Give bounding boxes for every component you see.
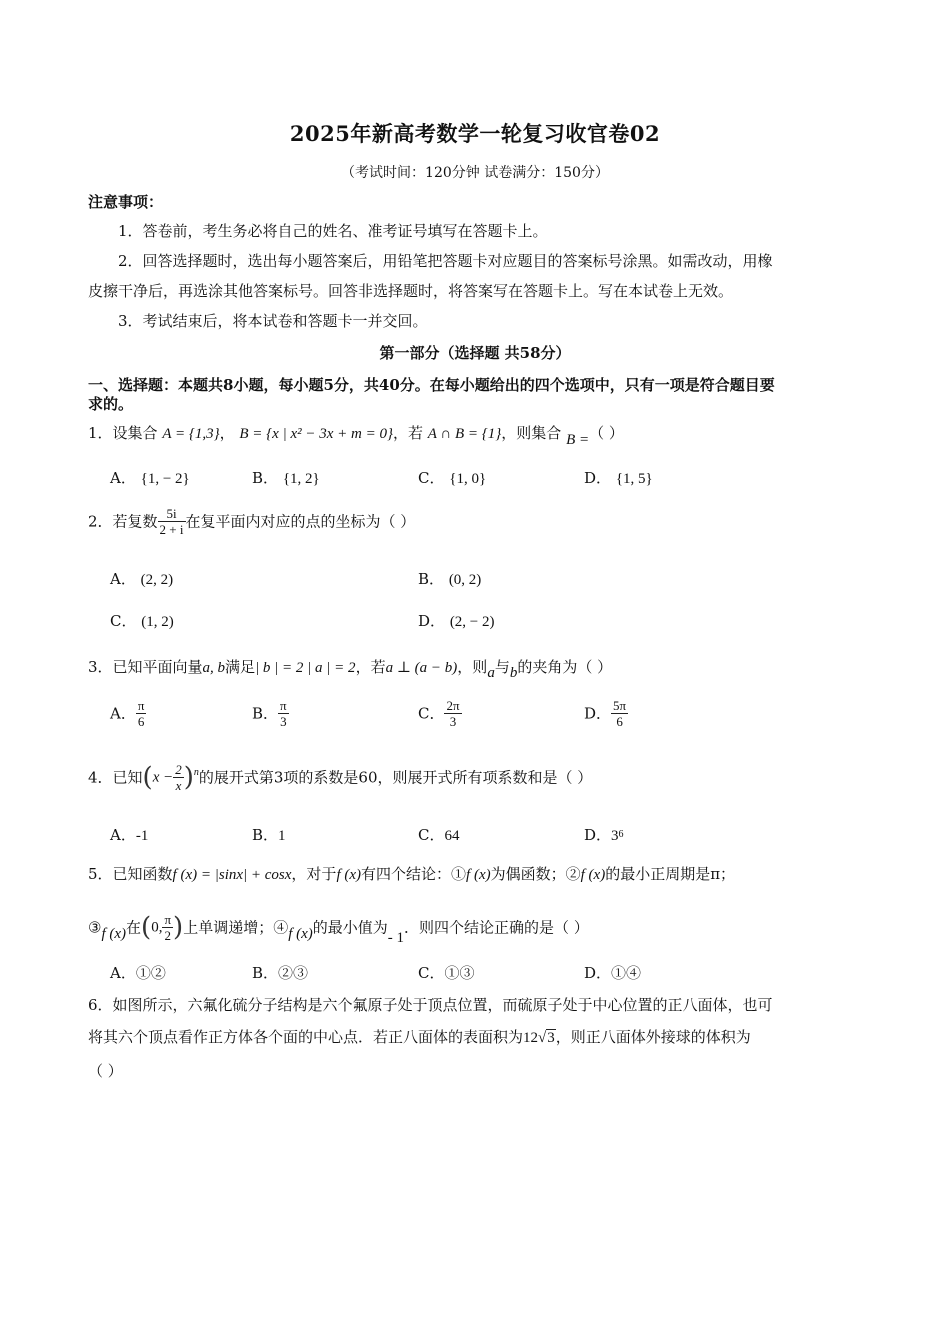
section-instructions-line-1: 一、选择题：本题共8小题，每小题5分，共40分。在每小题给出的四个选项中，只有一项是符合题目要 [88,376,775,394]
question-3: 3．已知平面向量a, b满足| b | = 2 | a | = 2，若a ⊥ (a − b)，则a与b的夹角为（ ） [88,658,613,681]
q4-option-a[interactable]: A．-1 [110,826,149,844]
q3-option-d[interactable]: D． $\frac{5\pi}{6}$ [584,698,627,729]
notice-item-2-line-1: 2．回答选择题时，选出每小题答案后，用铅笔把答题卡对应题目的答案标号涂黑。如需改动，用橡 [118,252,773,270]
q1-option-b[interactable]: B． {1, 2} [252,469,320,487]
exam-subtitle: （考试时间：120分钟 试卷满分：150分） [341,165,609,181]
q2-label: 2．若复数 [88,512,158,531]
q1-option-d[interactable]: D． {1, 5} [584,469,653,487]
section-instructions-line-2: 求的。 [88,395,134,413]
q3-condition-math: | b | = 2 | a | = 2 [255,660,356,676]
q1-condition-text: ，若 [392,424,423,442]
notice-item-2-line-2: 皮擦干净后，再选涂其他答案标号。回答非选择题时，将答案写在答题卡上。写在本试卷上无效。 [88,282,734,300]
q2-option-b[interactable]: B． (0, 2) [418,570,482,588]
q1-paren: （ ） [589,424,624,442]
q3-vars: a, b [202,660,226,676]
q2-option-a[interactable]: A． (2, 2) [110,570,174,588]
question-5-line-2: ③f (x)在(0, $\frac{\pi}{2}$ )上单调递增；④f (x)的最小值为- 1．则四个结论正确的是（ ） [88,912,589,946]
q5-option-a[interactable]: A．①② [110,964,166,982]
part1-heading: 第一部分（选择题 共58分） [379,344,571,362]
q3-option-a[interactable]: A． $\frac{\pi}{6}$ [110,698,145,729]
question-6-line-3: （ ） [88,1062,123,1080]
q5-option-c[interactable]: C．①③ [418,964,475,982]
q4-option-b[interactable]: B．1 [252,826,286,844]
question-5-line-1: 5．已知函数f (x) = |sinx| + cosx，对于f (x)有四个结论：①f (x)为偶函数；②f (x)的最小正周期是π； [88,865,736,883]
q4-option-c[interactable]: C．64 [418,826,460,844]
q1-label: 1．设集合 [88,424,158,442]
notice-item-1: 1．答卷前，考生务必将自己的姓名、准考证号填写在答题卡上。 [118,222,548,240]
q3-perp-math: a ⊥ (a − b) [385,660,458,676]
q2-fraction: $\frac{5i}{2 + i}$ [159,506,184,537]
question-1: 1．设集合 A = {1,3}， B = {x | x² − 3x + m = 0}，若 A ∩ B = {1}，则集合 B =（ ） [88,424,624,448]
question-6-line-1: 6．如图所示，六氟化硫分子结构是六个氟原子处于顶点位置，而硫原子处于中心位置的正八面体，也可 [88,996,773,1014]
q1-set-a: A = {1,3} [162,426,220,442]
q5-option-d[interactable]: D．①④ [584,964,642,982]
notice-heading: 注意事项： [88,193,164,211]
q1-set-b: B = {x | x² − 3x + m = 0} [239,426,393,442]
q1-option-c[interactable]: C． {1, 0} [418,469,487,487]
notice-item-3: 3．考试结束后，将本试卷和答题卡一并交回。 [118,312,428,330]
q3-option-c[interactable]: C． $\frac{2\pi}{3}$ [418,698,460,729]
question-4: 4．已知(x − $\frac{2}{x}$ )$^n$的展开式第3项的系数是60，则展开式所有项系数和是（ ） [88,762,593,793]
q2-option-c[interactable]: C． (1, 2) [110,612,174,630]
question-6-line-2: 将其六个顶点看作正方体各个面的中心点．若正八面体的表面积为12√3，则正八面体外接球的体积为 [88,1028,751,1046]
q4-option-d[interactable]: D．$3^6$ [584,826,624,844]
q5-function-def: f (x) = |sinx| + cosx [172,867,292,883]
question-2 [88,506,415,537]
q3-option-b[interactable]: B． $\frac{\pi}{3}$ [252,698,287,729]
q1-option-a[interactable]: A． {1, − 2} [110,469,190,487]
q1-ask-text: ，则集合 [501,424,562,442]
q5-option-b[interactable]: B．②③ [252,964,309,982]
q2-option-d[interactable]: D． (2, − 2) [418,612,495,630]
q1-ask-math: B = [566,432,590,448]
q1-condition-math: A ∩ B = {1} [427,426,502,442]
exam-title: 2025年新高考数学一轮复习收官卷02 [289,121,661,146]
q2-text: 在复平面内对应的点的坐标为（ ） [185,512,416,531]
